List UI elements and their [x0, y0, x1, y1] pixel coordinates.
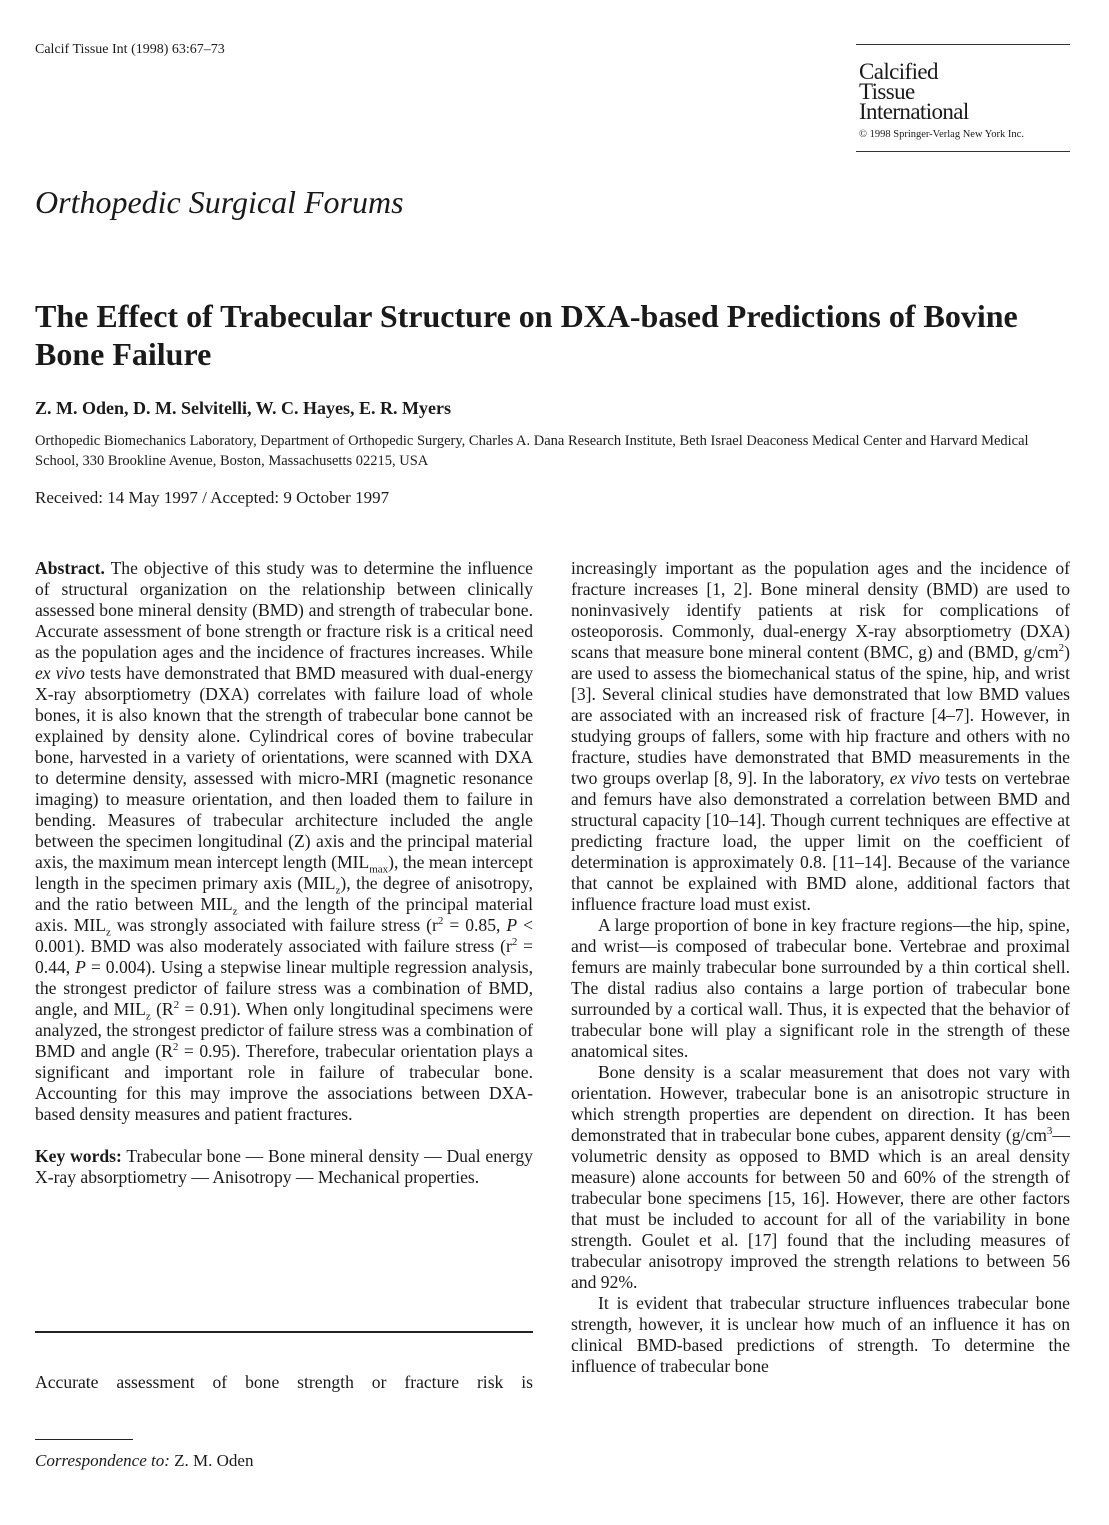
abstract-text: = 0.004). Using a stepwise linear multiple regression analysis, the strongest predictor of failure stress was a combination of BMD, angle, and MIL — [35, 957, 533, 1019]
article-title: The Effect of Trabecular Structure on DXA-based Predictions of Bovine Bone Failure — [35, 298, 1018, 372]
journal-logo-line: Tissue — [859, 79, 915, 104]
section-divider — [35, 1331, 533, 1333]
abstract-text: The objective of this study was to determine the influence of structural organization on the relationship between clinically assessed bone mineral density (BMD) and strength of trabecular bone. Accurate assessment of bone strength or fracture risk is a critical need as the population ages and the incidence of fractures increases. While — [35, 558, 533, 662]
abstract-text: tests have demonstrated that BMD measured with dual-energy X-ray absorptiometry (DXA) correlates with failure load of whole bones, it is also known that the strength of trabecular bone cannot be explained by density alone. Cylindrical cores of bovine trabecular bone, harvested in a variety of orientations, were scanned with DXA to determine density, assessed with micro-MRI (magnetic resonance imaging) to measure orientation, and then loaded them to failure in bending. Measures of trabecular architecture included the angle between the specimen longitudinal (Z) axis and the principal material axis, the maximum mean intercept length (MIL — [35, 663, 533, 872]
abstract-text: P — [75, 957, 86, 977]
body-paragraph: A large proportion of bone in key fracture regions—the hip, spine, and wrist—is composed of trabecular bone. Vertebrae and proximal femurs are mainly trabecular bone surrounded by a thin cortical shell. The distal radius also contains a large portion of trabecular bone surrounded by a cortical wall. Thus, it is expected that the behavior of trabecular bone will play a significant role in the strength of these anatomical sites. — [571, 915, 1070, 1061]
superscript: 2 — [172, 1041, 179, 1054]
author-list: Z. M. Oden, D. M. Selvitelli, W. C. Hayes, E. R. Myers — [35, 398, 451, 418]
superscript: 2 — [1058, 642, 1065, 655]
journal-citation: Calcif Tissue Int (1998) 63:67–73 — [35, 42, 225, 57]
abstract-text: = 0.44, — [35, 936, 534, 977]
correspondence-label: Correspondence to: — [35, 1451, 170, 1470]
abstract — [35, 558, 533, 1125]
subscript: z — [232, 905, 238, 918]
body-paragraph — [571, 1062, 1070, 1293]
abstract-text: ), the degree of anisotropy, and the ratio between MIL — [35, 873, 533, 914]
right-column — [571, 558, 1070, 1377]
body-text: ex vivo — [889, 768, 940, 788]
copyright-notice: © 1998 Springer-Verlag New York Inc. — [859, 129, 1024, 140]
abstract-text: P — [506, 915, 518, 935]
abstract-text: = 0.85, — [443, 915, 507, 935]
subscript: z — [335, 884, 341, 897]
keywords-label: Key words: — [35, 1146, 122, 1166]
subscript: z — [105, 926, 111, 939]
abstract-text: (R — [150, 999, 174, 1019]
subscript: max — [369, 863, 389, 876]
journal-logo-line: International — [859, 99, 969, 124]
body-text: Bone density is a scalar measurement that does not vary with orientation. However, trabecular bone is an anisotropic structure in which strength properties are dependent on direction. It has been demonstrated that in trabecular bone cubes, apparent density (g/cm — [571, 1062, 1070, 1145]
superscript: 2 — [173, 999, 180, 1012]
superscript: 2 — [437, 915, 444, 928]
body-text: tests on vertebrae and femurs have also demonstrated a correlation between BMD and structural capacity [10–14]. Though current techniques are effective at predicting fracture load, the upper limit on the coefficient of determination is approximately 0.8. [11–14]. Because of the variance that cannot be explained with BMD alone, additional factors that influence fracture load must exist. — [571, 768, 1070, 914]
abstract-label: Abstract. — [35, 558, 105, 578]
footnote-divider — [35, 1439, 133, 1440]
body-text: —volumetric density as opposed to BMD which is an areal density measure) alone accounts for between 50 and 60% of the strength of trabecular bone specimens [15, 16]. However, there are other factors that must be included to account for all of the variability in bone strength. Goulet et al. [17] found that the including measures of trabecular anisotropy improved the strength relations to between 56 and 92%. — [571, 1125, 1070, 1292]
left-column — [35, 558, 533, 1188]
superscript: 2 — [511, 936, 518, 949]
author-affiliation: Orthopedic Biomechanics Laboratory, Department of Orthopedic Surgery, Charles A. Dana Research Institute, Beth Israel Deaconess Medical Center and Harvard Medical School, 330 Brookline Avenue, Boston, Massachusetts 02215, USA — [35, 433, 1029, 469]
journal-logo-line: Calcified — [859, 59, 938, 84]
abstract-text: = 0.91). When only longitudinal specimens were analyzed, the strongest predictor of failure stress was a combination of BMD and angle (R — [35, 999, 533, 1061]
introduction-first-line: Accurate assessment of bone strength or fracture risk is — [35, 1372, 533, 1392]
correspondence-footnote — [35, 1451, 253, 1471]
correspondence-name: Z. M. Oden — [174, 1451, 254, 1470]
body-text: ) are used to assess the biomechanical status of the spine, hip, and wrist [3]. Several clinical studies have demonstrated that low BMD values are associated with an increased risk of fracture [4–7]. However, in studying groups of fallers, some with hip fracture and others with no fracture, studies have demonstrated that BMD measurements in the two groups overlap [8, 9]. In the laboratory, — [571, 642, 1070, 788]
keywords — [35, 1146, 533, 1188]
section-title: Orthopedic Surgical Forums — [35, 184, 404, 220]
subscript: z — [145, 1010, 151, 1023]
body-paragraph — [571, 558, 1070, 915]
abstract-text: < 0.001). BMD was also moderately associated with failure stress (r — [35, 915, 533, 956]
abstract-text: ), the mean intercept length in the specimen primary axis (MIL — [35, 852, 533, 893]
superscript: 3 — [1046, 1125, 1053, 1138]
keywords-text: Trabecular bone — Bone mineral density — Dual energy X-ray absorptiometry — Anisotropy — Mechanical properties. — [35, 1146, 533, 1187]
abstract-text: = 0.95). Therefore, trabecular orientation plays a significant and important role in failure of trabecular bone. Accounting for this may improve the associations between DXA-based density measures and patient fractures. — [35, 1041, 533, 1124]
body-text: increasingly important as the population ages and the incidence of fracture increases [1, 2]. Bone mineral density (BMD) are used to noninvasively identify patients at risk for complications of osteoporosis. Commonly, dual-energy X-ray absorptiometry (DXA) scans that measure bone mineral content (BMC, g) and (BMD, g/cm — [571, 558, 1070, 662]
abstract-text: and the length of the principal material axis. MIL — [35, 894, 533, 935]
abstract-text: was strongly associated with failure stress (r — [110, 915, 438, 935]
abstract-text: ex vivo — [35, 663, 85, 683]
received-accepted-dates: Received: 14 May 1997 / Accepted: 9 October 1997 — [35, 488, 390, 507]
journal-logo — [856, 44, 1070, 152]
body-paragraph: It is evident that trabecular structure influences trabecular bone strength, however, it is unclear how much of an influence it has on clinical BMD-based predictions of strength. To determine the influence of trabecular bone — [571, 1293, 1070, 1376]
